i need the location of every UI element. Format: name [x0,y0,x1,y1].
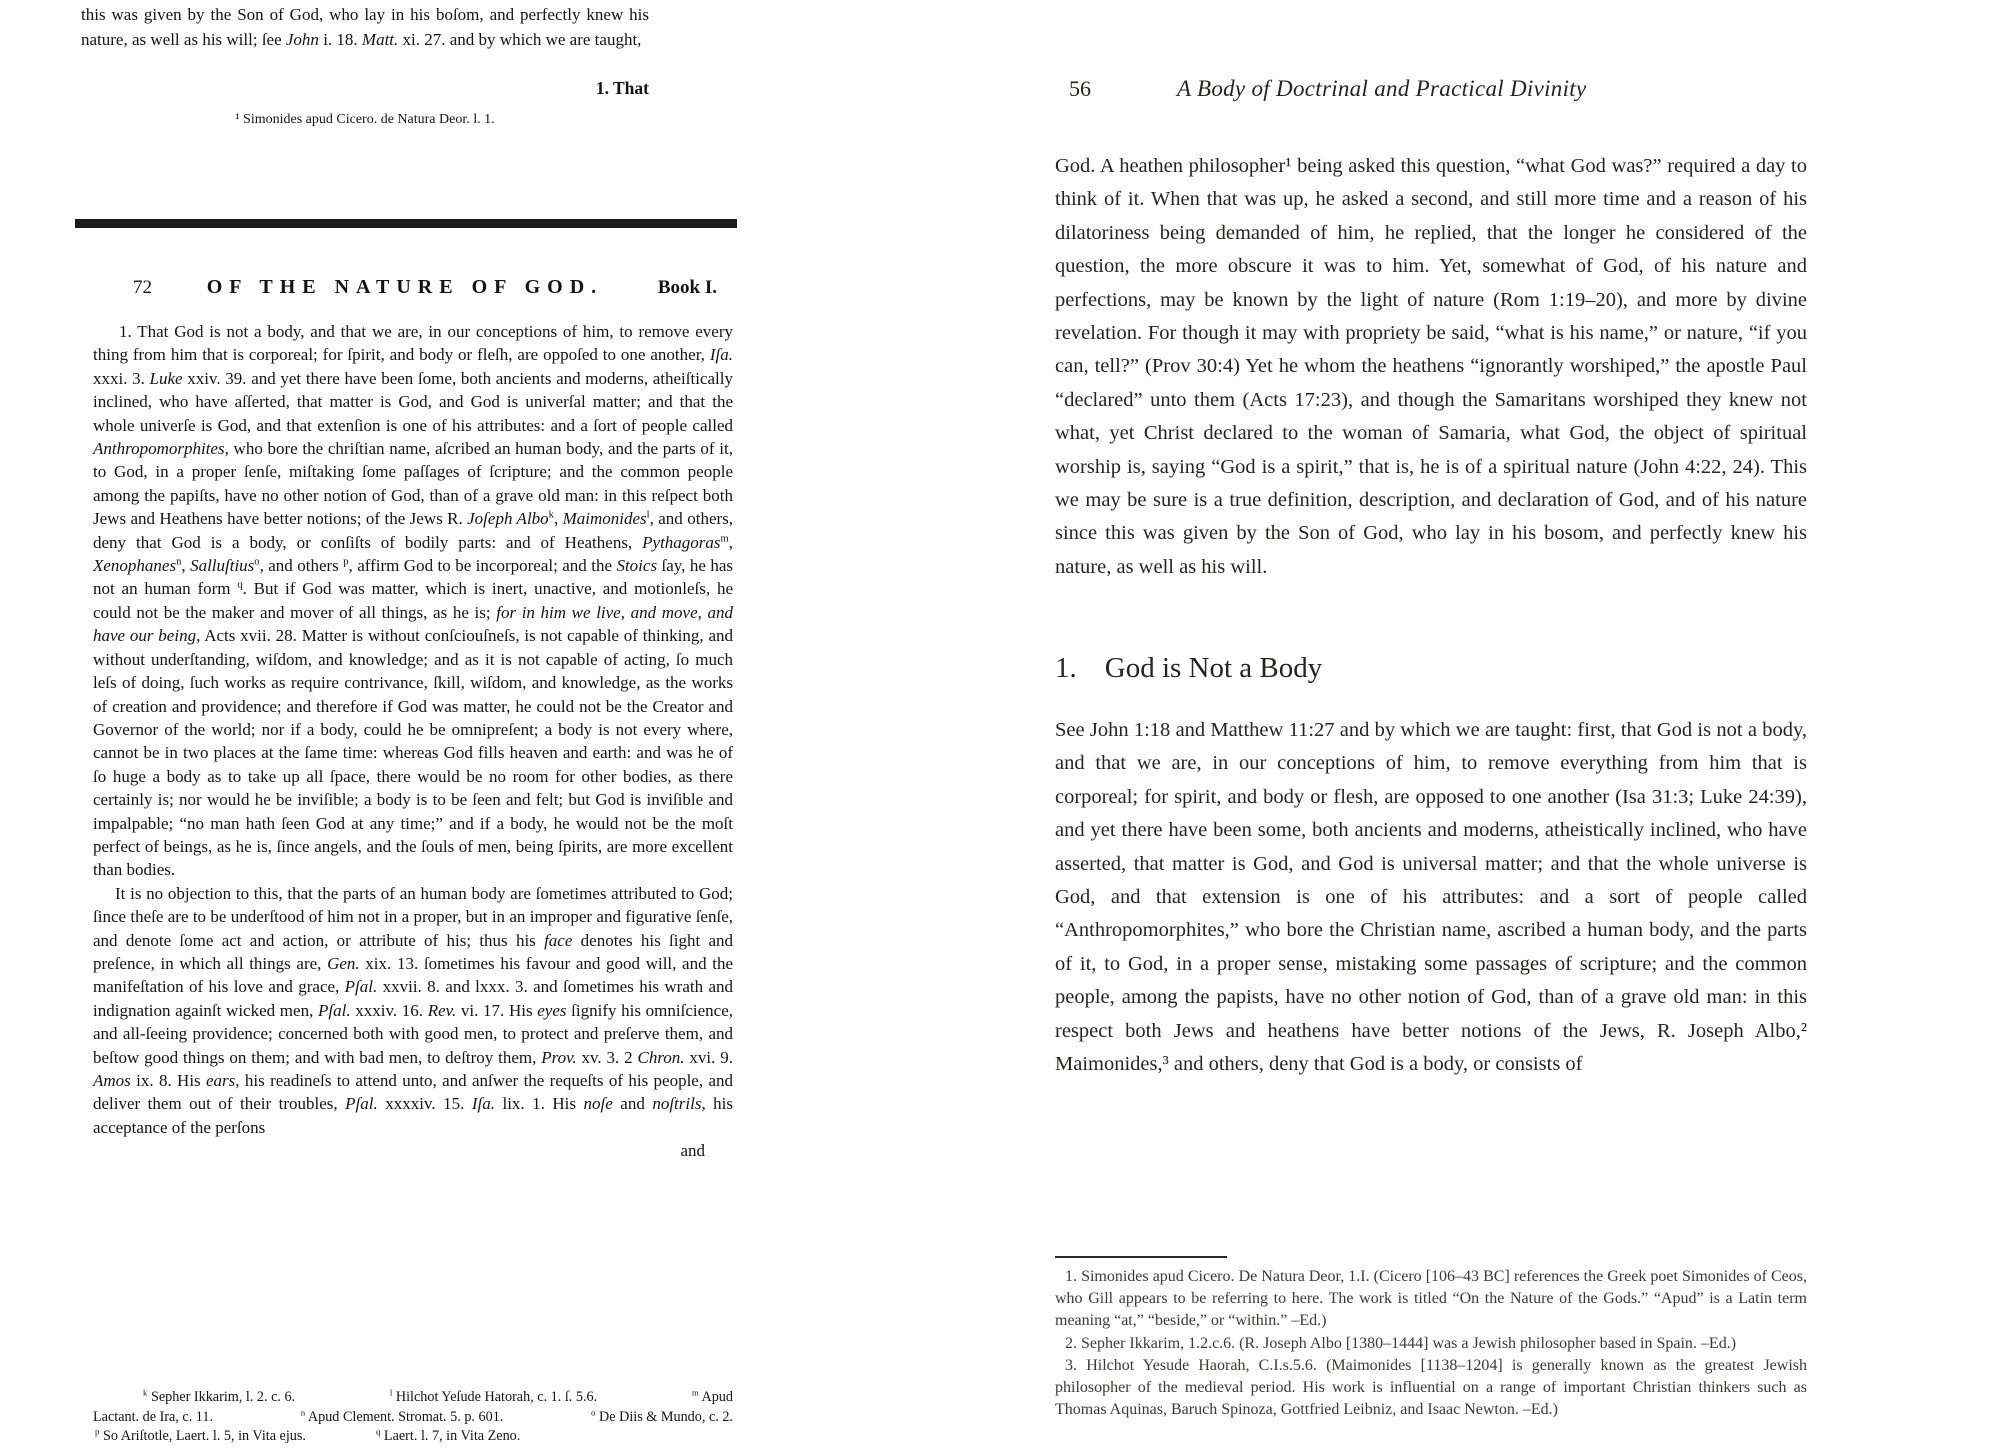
catchword-bottom: and [680,1141,705,1161]
left-page-header [95,276,717,299]
right-running-title: A Body of Doctrinal and Practical Divinity [1177,76,1587,101]
footnote-1: 1. Simonides apud Cicero. De Natura Deor, 1.I. (Cicero [106–43 BC] references the Greek poet Simonides of Ceos, who Gill appears to be referring to here. The work is titled “On the Nature of the Gods.” “Apud” is a Latin term meaning “at,” “beside,” or “within.” –Ed.) [1055,1268,1807,1330]
carryover-paragraph: this was given by the Son of God, who lay in his boſom, and perfectly knew his nature, as well as his will; ſee John i. 18. Matt. xi. 27. and by which we are taught, [81,5,649,49]
right-page-modern [1055,0,1807,1454]
left-running-title: OF THE NATURE OF GOD. [206,276,604,298]
page-divider-rule [75,219,737,228]
footnote-m-cont: Lactant. de Ira, c. 11. [93,1408,214,1425]
footnote-l: $^l$ Hilchot Yeſude Hatorah, c. 1. ſ. 5.6. [389,1387,598,1405]
footnote-line [93,1388,733,1408]
footnote-line [93,1408,733,1428]
section-heading [1055,652,1322,685]
catchword-top: 1. That [595,78,649,98]
footnote-rule [1055,1256,1227,1258]
footnote-k: $^k$ Sepher Ikkarim, l. 2. c. 6. [143,1387,296,1405]
footnote-3: 3. Hilchot Yesude Haorah, C.I.s.5.6. (Maimonides [1138–1204] is generally known as the greatest Jewish philosopher of the medieval period. His work is influential on a range of important Christian thinkers such as Thomas Aquinas, Baruch Spinoza, Gottfried Leibniz, and Isaac Newton. –Ed.) [1055,1356,1807,1419]
left-page-footnotes [93,1388,733,1447]
paragraph-1: God. A heathen philosopher¹ being asked this question, “what God was?” required a day to think of it. When that was up, he asked a second, and still more time and a reason of his dilatoriness being demanded of him, he replied, that the longer he considered of the question, the more obscure it was to him. Yet, somewhat of God, of his nature and perfections, may be known by the light of nature (Rom 1:19–20), and more by divine revelation. For though it may with propriety be said, “what is his name,” or nature, “if you can, tell?” (Prov 30:4) Yet he whom the heathens “ignorantly worshiped,” the apostle Paul “declared” unto them (Acts 17:23), and though the Samaritans worshiped they knew not what, yet Christ declared to the woman of Samaria, what God, the object of spiritual worship is, saying “God is a spirit,” that is, he is of a spiritual nature (John 4:22, 24). This we may be sure is a true definition, description, and declaration of God, and of his nature since this was given by the Son of God, who lay in his bosom, and perfectly knew his nature, as well as his will. [1055,155,1807,578]
right-page-number: 56 [1069,76,1091,101]
carryover-footnote: ¹ Simonides apud Cicero. de Natura Deor. l. 1. [235,112,495,127]
left-page-body [93,320,733,1163]
section-title: God is Not a Body [1104,652,1323,684]
footnote-p: $^p$ So Ariſtotle, Laert. l. 5, in Vita ejus. [95,1426,306,1444]
paragraph-2: It is no objection to this, that the parts of an human body are ſometimes attributed to God; ſince theſe are to be underſtood of him not in a proper, but in an improper and figurative ſenſe, and denote ſome act and action, or attribute of his; thus his face denotes his ſight and preſence, in which all things are, Gen. xix. 13. ſometimes his favour and good will, and the manifeſtation of his love and grace, Pſal. xxvii. 8. and lxxx. 3. and ſometimes his wrath and indignation againſt wicked men, Pſal. xxxiv. 16. Rev. vi. 17. His eyes ſignify his omniſcience, and all-ſeeing providence; concerned both with good men, to protect and preſerve them, and beſtow good things on them; and with bad men, to deſtroy them, Prov. xv. 3. 2 Chron. xvi. 9. Amos ix. 8. His ears, his readineſs to attend unto, and anſwer the requeſts of his people, and deliver them out of their troubles, Pſal. xxxxiv. 15. Iſa. lix. 1. His noſe and noſtrils, his acceptance of the perſons [93,883,734,1137]
paragraph-2: See John 1:18 and Matthew 11:27 and by which we are taught: first, that God is not a body, and that we are, in our conceptions of him, to remove everything from him that is corporeal; for spirit, and body or flesh, are opposed to one another (Isa 31:3; Luke 24:39), and yet there have been some, both ancients and moderns, atheistically inclined, who have asserted, that matter is God, and God is universal matter; and that the whole universe is God, and that extension is one of his attributes: and a sort of people called “Anthropomorphites,” who bore the Christian name, ascribed a human body, and the parts of it, to God, in a proper sense, mistaking some passages of scripture; and the common people, among the papists, have no other notion of God, than of a grave old man: in this respect both Jews and heathens have better notions of the Jews, R. Joseph Albo,² Maimonides,³ and others, deny that God is a body, or consists of [1055,719,1807,1076]
footnote-q: $^q$ Laert. l. 7, in Vita Zeno. [375,1426,521,1444]
left-page-scan [75,0,737,1454]
paragraph-1: 1. That God is not a body, and that we are, in our conceptions of him, to remove every thing from him that is corporeal; for ſpirit, and body or fleſh, are oppoſed to one another, Iſa. xxxi. 3. Luke xxiv. 39. and yet there have been ſome, both ancients and moderns, atheiſtically inclined, who have aſſerted, that matter is God, and God is univerſal matter; and that the whole univerſe is God, and that extenſion is one of his attributes: and a ſort of people called Anthropomorphites, who bore the chriſtian name, aſcribed an human body, and the parts of it, to God, in a proper ſenſe, miſtaking ſome paſſages of ſcripture; and the common people among the papiſts, have no other notion of God, than of a grave old man: in this reſpect both Jews and Heathens have better notions; of the Jews R. Joſeph Albo$^k$, Maimonides$^l$, and others, deny that God is a body, or conſiſts of bodily parts: and of Heathens, Pythagoras$^m$, Xenophanes$^n$, Salluſtius$^o$, and others $^p$, affirm God to be incorporeal; and the Stoics ſay, he has not an human form $^q$. But if God was matter, which is inert, unactive, and motionleſs, he could not be the maker and mover of all things, as he is; for in him we live, and move, and have our being, Acts xvii. 28. Matter is without conſciouſneſs, is not capable of thinking, and without underſtanding, wiſdom, and knowledge; and as it is not capable of acting, ſo much leſs of doing, ſuch works as require contrivance, ſkill, wiſdom, and knowledge, as the works of creation and providence; and therefore if God was matter, he could not be the Creator and Governor of the world; nor if a body, could he be omnipreſent; a body is not every where, cannot be in two places at the ſame time: whereas God fills heaven and earth: and was he of ſo huge a body as to take up all ſpace, there would be no room for other bodies, as there certainly is; nor would he be inviſible; a body is to be ſeen and felt; but God is inviſible and impalpable; “no man hath ſeen God at any time;” and if a body, he would not be the moſt perfect of beings, as he is, ſince angels, and the ſouls of men, being ſpirits, are more excellent than bodies. [93,322,734,880]
right-page-footnotes [1055,1256,1807,1421]
right-page-header [1055,76,1807,102]
section-number: 1. [1055,652,1077,684]
footnote-2: 2. Sepher Ikkarim, 1.2.c.6. (R. Joseph Albo [1380–1444] was a Jewish philosopher based in Spain. –Ed.) [1065,1334,1737,1352]
footnote-o: $^o$ De Diis & Mundo, c. 2. [591,1406,733,1425]
footnote-n: $^n$ Apud Clement. Stromat. 5. p. 601. [300,1406,504,1425]
left-book-label: Book I. [657,277,717,298]
left-page-number: 72 [133,277,152,298]
footnote-line [93,1427,733,1447]
footnote-m-start: $^m$ Apud [691,1387,733,1405]
